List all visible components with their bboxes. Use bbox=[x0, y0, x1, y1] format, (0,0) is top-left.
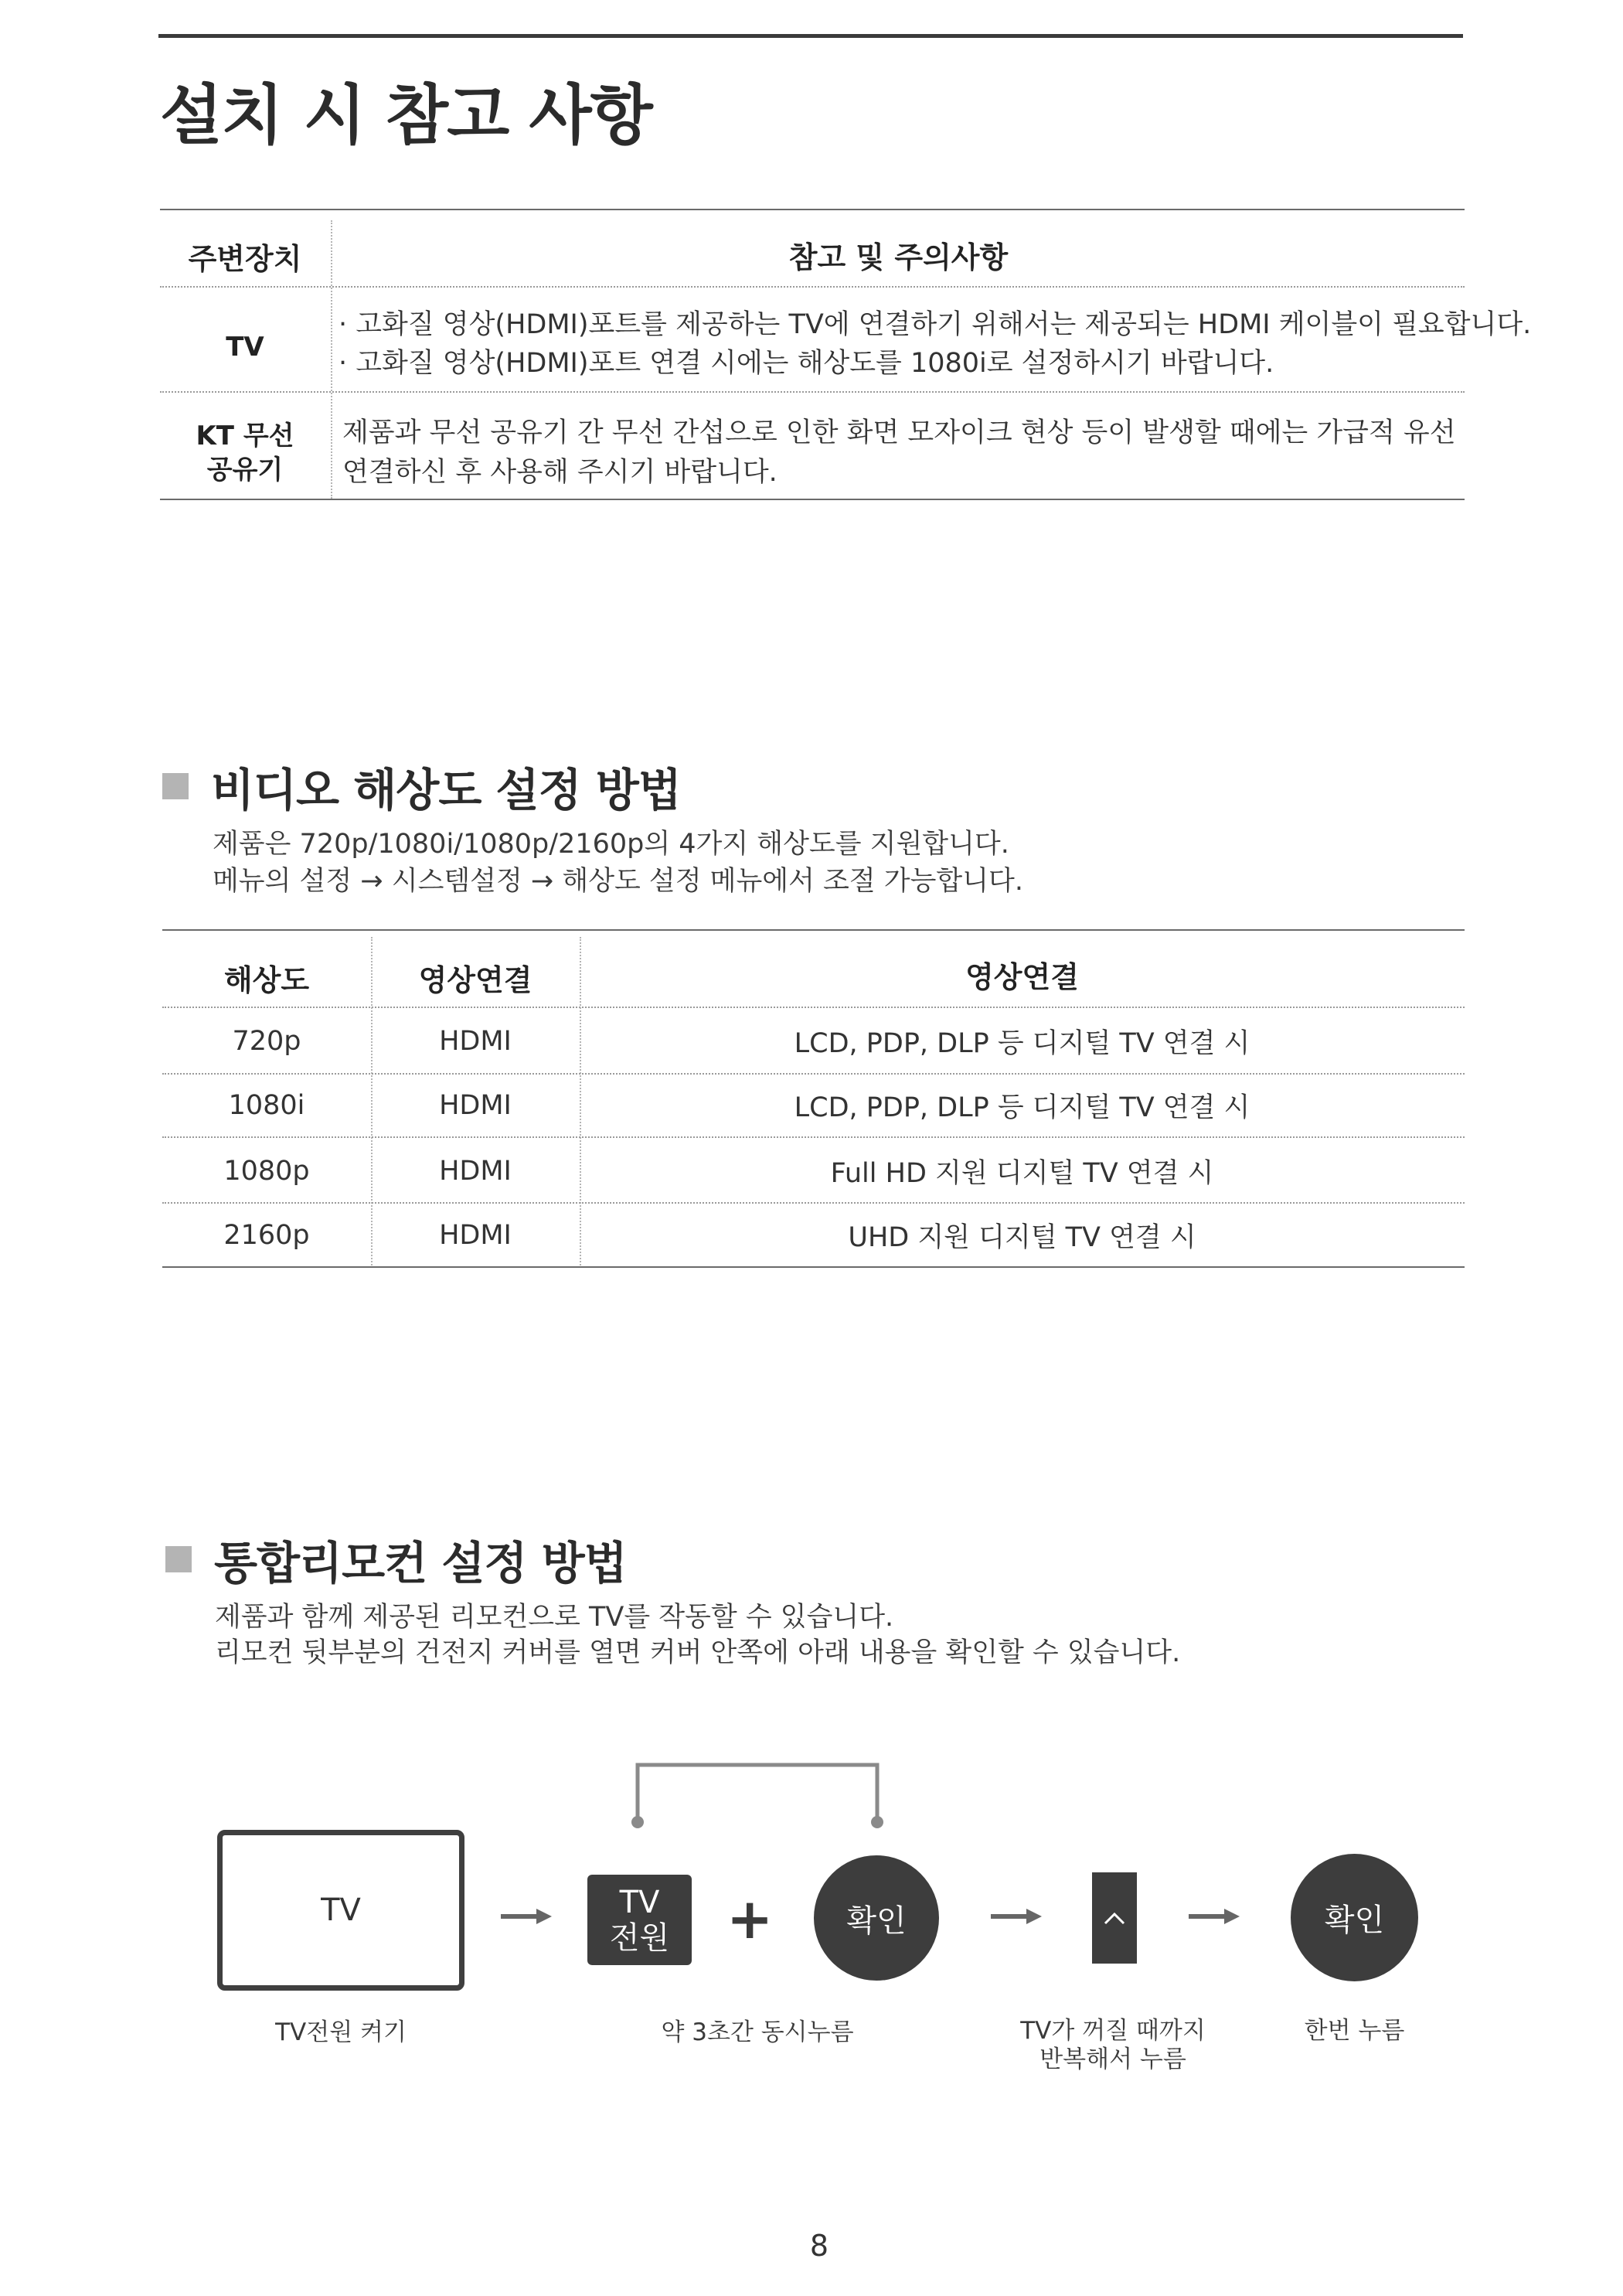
table-cell: 1080p bbox=[223, 1156, 310, 1187]
tv-power-label-line1: TV bbox=[619, 1884, 660, 1920]
page-title: 설치 시 참고 사항 bbox=[160, 77, 652, 153]
table-cell: UHD 지원 디지털 TV 연결 시 bbox=[848, 1222, 1196, 1253]
section-paragraph: 제품은 720p/1080i/1080p/2160p의 4가지 해상도를 지원합니다. bbox=[213, 829, 1009, 860]
device-router-line2: 공유기 bbox=[206, 455, 284, 485]
table-header-notes: 참고 및 주의사항 bbox=[788, 240, 1009, 274]
table-cell: HDMI bbox=[439, 1220, 512, 1251]
table-rule bbox=[162, 929, 1465, 931]
arrow-right-icon bbox=[991, 1906, 1043, 1927]
note-line: · 고화질 영상(HDMI)포트 연결 시에는 해상도를 1080i로 설정하시기 바랍니다. bbox=[339, 348, 1274, 379]
table-header-connection-desc: 영상연결 bbox=[965, 960, 1079, 994]
table-cell: LCD, PDP, DLP 등 디지털 TV 연결 시 bbox=[794, 1028, 1250, 1059]
device-router-line1: KT 무선 bbox=[196, 421, 294, 451]
confirm-label: 확인 bbox=[1324, 1903, 1385, 1938]
note-line: 연결하신 후 사용해 주시기 바랍니다. bbox=[342, 457, 777, 488]
section-bullet bbox=[165, 1546, 192, 1572]
connector-bracket bbox=[618, 1751, 897, 1836]
plus-sign: + bbox=[726, 1886, 774, 1951]
step-caption: 반복해서 누름 bbox=[1039, 2046, 1186, 2073]
section-title-remote: 통합리모컨 설정 방법 bbox=[214, 1537, 627, 1589]
column-divider bbox=[331, 220, 332, 499]
table-cell: 720p bbox=[232, 1026, 301, 1057]
table-cell: 2160p bbox=[223, 1220, 310, 1251]
step-caption: 한번 누름 bbox=[1304, 2017, 1405, 2045]
table-rule bbox=[162, 1202, 1465, 1204]
arrow-right-icon bbox=[1189, 1906, 1241, 1927]
step-caption: TV가 꺼질 때까지 bbox=[1020, 2017, 1206, 2045]
confirm-button bbox=[814, 1855, 939, 1981]
tv-label: TV bbox=[321, 1892, 361, 1928]
table-rule bbox=[162, 1266, 1465, 1268]
top-rule bbox=[158, 34, 1463, 38]
table-rule bbox=[162, 1073, 1465, 1075]
confirm-label: 확인 bbox=[846, 1903, 907, 1939]
section-paragraph: 제품과 함께 제공된 리모컨으로 TV를 작동할 수 있습니다. bbox=[215, 1602, 894, 1633]
table-cell: HDMI bbox=[439, 1156, 512, 1187]
confirm-button-final bbox=[1291, 1854, 1418, 1981]
table-rule bbox=[160, 499, 1465, 500]
table-header-connection: 영상연결 bbox=[418, 963, 532, 997]
table-rule bbox=[162, 1007, 1465, 1008]
tv-power-button bbox=[587, 1875, 692, 1965]
note-line: · 고화질 영상(HDMI)포트를 제공하는 TV에 연결하기 위해서는 제공되는 HDMI 케이블이 필요합니다. bbox=[339, 309, 1532, 340]
chevron-up-icon bbox=[1103, 1910, 1126, 1926]
table-rule bbox=[160, 286, 1465, 288]
table-cell: LCD, PDP, DLP 등 디지털 TV 연결 시 bbox=[794, 1092, 1250, 1123]
step-caption: TV전원 켜기 bbox=[275, 2018, 407, 2046]
table-header-device: 주변장치 bbox=[188, 242, 302, 276]
section-paragraph: 메뉴의 설정 → 시스템설정 → 해상도 설정 메뉴에서 조절 가능합니다. bbox=[213, 866, 1023, 897]
step-caption: 약 3초간 동시누름 bbox=[661, 2018, 854, 2046]
table-rule bbox=[162, 1136, 1465, 1138]
table-cell: HDMI bbox=[439, 1026, 512, 1057]
section-paragraph: 리모컨 뒷부분의 건전지 커버를 열면 커버 안쪽에 아래 내용을 확인할 수 있습니다. bbox=[215, 1637, 1181, 1668]
note-line: 제품과 무선 공유기 간 무선 간섭으로 인한 화면 모자이크 현상 등이 발생할 때에는 가급적 유선 bbox=[342, 417, 1456, 448]
table-header-resolution: 해상도 bbox=[223, 963, 310, 997]
device-tv: TV bbox=[226, 332, 264, 363]
table-rule bbox=[160, 391, 1465, 393]
section-bullet bbox=[162, 773, 189, 799]
table-cell: Full HD 지원 디지털 TV 연결 시 bbox=[830, 1158, 1214, 1189]
table-cell: HDMI bbox=[439, 1090, 512, 1121]
section-title-resolution: 비디오 해상도 설정 방법 bbox=[211, 764, 681, 816]
table-rule bbox=[160, 209, 1465, 210]
arrow-right-icon bbox=[501, 1906, 553, 1927]
tv-power-label-line2: 전원 bbox=[609, 1920, 670, 1956]
page-number: 8 bbox=[809, 2229, 829, 2263]
tv-screen-icon bbox=[217, 1830, 464, 1991]
up-button bbox=[1092, 1872, 1137, 1964]
table-cell: 1080i bbox=[228, 1090, 305, 1121]
